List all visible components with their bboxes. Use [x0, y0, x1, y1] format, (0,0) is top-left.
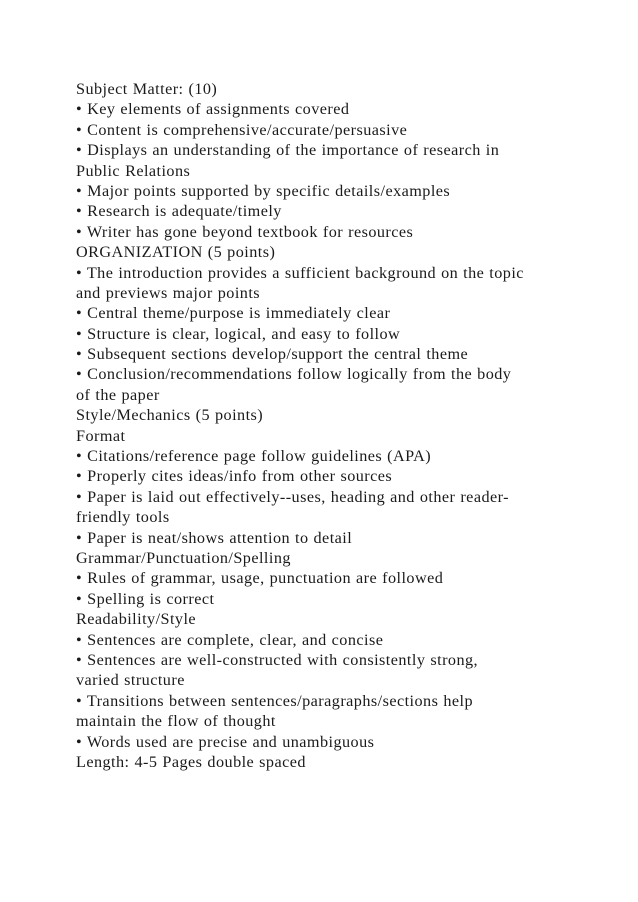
bullet-key-elements: • Key elements of assignments covered	[76, 100, 350, 119]
section-heading-organization: ORGANIZATION (5 points)	[76, 243, 276, 262]
bullet-conclusion-cont: of the paper	[76, 385, 160, 404]
bullet-laid-out: • Paper is laid out effectively--uses, heading and other reader-	[76, 487, 509, 506]
length-requirement: Length: 4-5 Pages double spaced	[76, 752, 306, 771]
bullet-transitions-cont: maintain the flow of thought	[76, 712, 276, 731]
bullet-major-points: • Major points supported by specific details/examples	[76, 181, 451, 200]
bullet-laid-out-cont: friendly tools	[76, 508, 170, 527]
bullet-conclusion: • Conclusion/recommendations follow logically from the body	[76, 365, 512, 384]
bullet-sentences-complete: • Sentences are complete, clear, and concise	[76, 630, 384, 649]
bullet-neat: • Paper is neat/shows attention to detail	[76, 528, 353, 547]
document-body	[76, 79, 596, 772]
bullet-introduction-cont: and previews major points	[76, 283, 261, 302]
section-heading-subject-matter: Subject Matter: (10)	[76, 80, 218, 98]
bullet-central-theme: • Central theme/purpose is immediately clear	[76, 304, 391, 323]
bullet-research-adequate: • Research is adequate/timely	[76, 202, 282, 221]
bullet-rules-grammar: • Rules of grammar, usage, punctuation are followed	[76, 569, 444, 588]
bullet-properly-cites: • Properly cites ideas/info from other sources	[76, 467, 393, 486]
bullet-citations: • Citations/reference page follow guidelines (APA)	[76, 447, 432, 466]
bullet-beyond-textbook: • Writer has gone beyond textbook for resources	[76, 222, 414, 241]
bullet-words-precise: • Words used are precise and unambiguous	[76, 732, 375, 751]
bullet-sentences-constructed: • Sentences are well-constructed with consistently strong,	[76, 650, 479, 669]
bullet-subsequent-sections: • Subsequent sections develop/support the central theme	[76, 345, 469, 364]
subheading-grammar: Grammar/Punctuation/Spelling	[76, 548, 291, 567]
subheading-readability: Readability/Style	[76, 610, 197, 629]
bullet-sentences-constructed-cont: varied structure	[76, 671, 185, 690]
bullet-displays-understanding: • Displays an understanding of the importance of research in	[76, 141, 500, 160]
bullet-content-comprehensive: • Content is comprehensive/accurate/persuasive	[76, 120, 408, 139]
bullet-structure-clear: • Structure is clear, logical, and easy to follow	[76, 324, 401, 343]
bullet-introduction: • The introduction provides a sufficient background on the topic	[76, 263, 524, 282]
section-heading-style-mechanics: Style/Mechanics (5 points)	[76, 406, 264, 425]
subheading-format: Format	[76, 426, 126, 445]
bullet-displays-understanding-cont: Public Relations	[76, 161, 191, 180]
bullet-transitions: • Transitions between sentences/paragraphs/sections help	[76, 691, 474, 710]
bullet-spelling: • Spelling is correct	[76, 589, 215, 608]
